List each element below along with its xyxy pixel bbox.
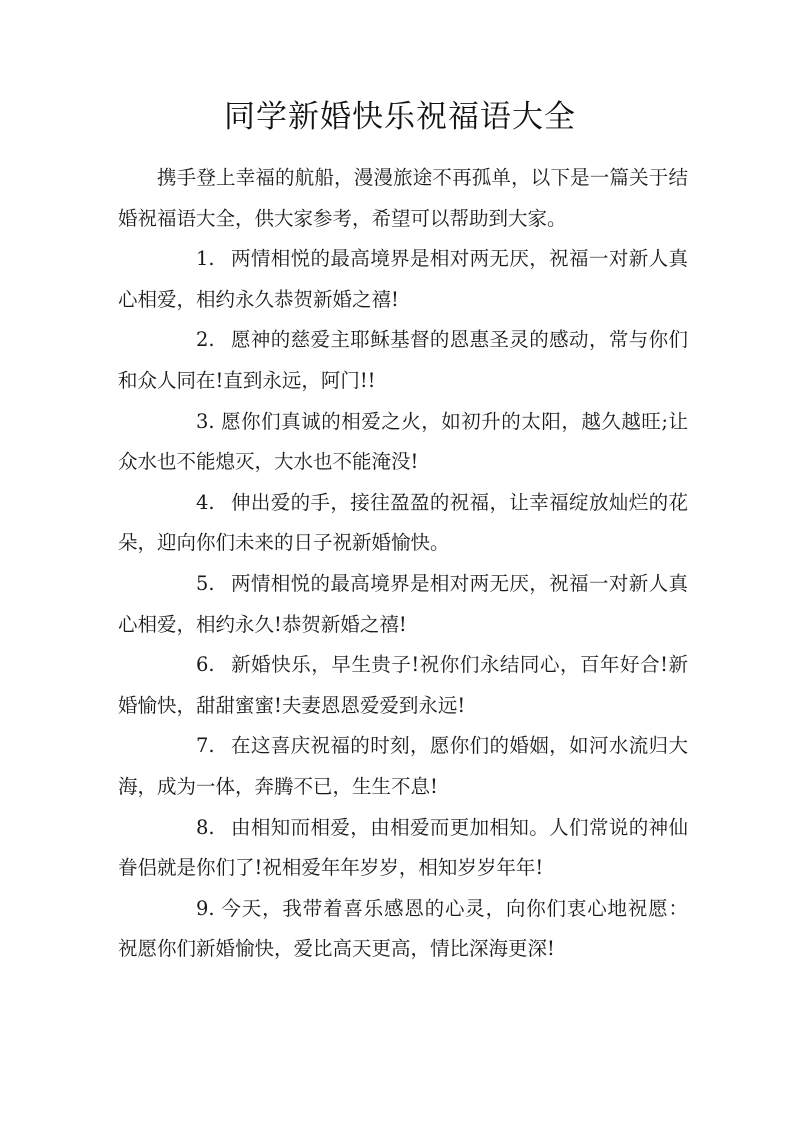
item-text: 愿神的慈爱主耶稣基督的恩惠圣灵的感动，常与你们和众人同在!直到永远，阿门!! — [118, 328, 688, 392]
item-text: 今天，我带着喜乐感恩的心灵，向你们衷心地祝愿：祝愿你们新婚愉快，爱比高天更高，情比深海更深! — [118, 896, 688, 961]
blessing-item-7 — [118, 726, 688, 807]
item-number: 3. — [196, 409, 215, 433]
intro-paragraph: 携手登上幸福的航船，漫漫旅途不再孤单，以下是一篇关于结婚祝福语大全，供大家参考，希望可以帮助到大家。 — [118, 166, 688, 230]
item-text: 伸出爱的手，接往盈盈的祝福，让幸福绽放灿烂的花朵，迎向你们未来的日子祝新婚愉快。 — [118, 490, 688, 555]
item-number: 8. — [196, 815, 215, 839]
blessing-item-4 — [118, 483, 688, 564]
item-number: 5. — [196, 571, 215, 595]
document-title: 同学新婚快乐祝福语大全 — [224, 99, 576, 135]
item-number: 1. — [196, 247, 215, 271]
blessing-item-5 — [118, 564, 688, 645]
blessing-item-9 — [118, 889, 688, 970]
item-number: 9. — [196, 896, 215, 920]
item-number: 7. — [196, 734, 215, 758]
blessing-item-8 — [118, 808, 688, 889]
blessing-item-6 — [118, 645, 688, 726]
item-text: 两情相悦的最高境界是相对两无厌，祝福一对新人真心相爱，相约永久恭贺新婚之禧! — [118, 247, 688, 311]
item-number: 6. — [196, 653, 215, 677]
document-body — [118, 158, 688, 970]
item-text: 在这喜庆祝福的时刻，愿你们的婚姻，如河水流归大海，成为一体，奔腾不已，生生不息! — [118, 734, 688, 798]
item-number: 2. — [196, 328, 215, 352]
blessing-item-2 — [118, 320, 688, 401]
blessing-item-3 — [118, 402, 688, 483]
item-text: 新婚快乐，早生贵子!祝你们永结同心，百年好合!新婚愉快，甜甜蜜蜜!夫妻恩恩爱爱到永远! — [118, 653, 688, 717]
item-text: 两情相悦的最高境界是相对两无厌，祝福一对新人真心相爱，相约永久!恭贺新婚之禧! — [118, 571, 688, 636]
blessing-item-1 — [118, 239, 688, 320]
item-text: 愿你们真诚的相爱之火，如初升的太阳，越久越旺;让众水也不能熄灭，大水也不能淹没! — [118, 409, 688, 474]
item-number: 4. — [196, 490, 215, 514]
item-text: 由相知而相爱，由相爱而更加相知。人们常说的神仙眷侣就是你们了!祝相爱年年岁岁，相知岁岁年年! — [118, 815, 688, 880]
